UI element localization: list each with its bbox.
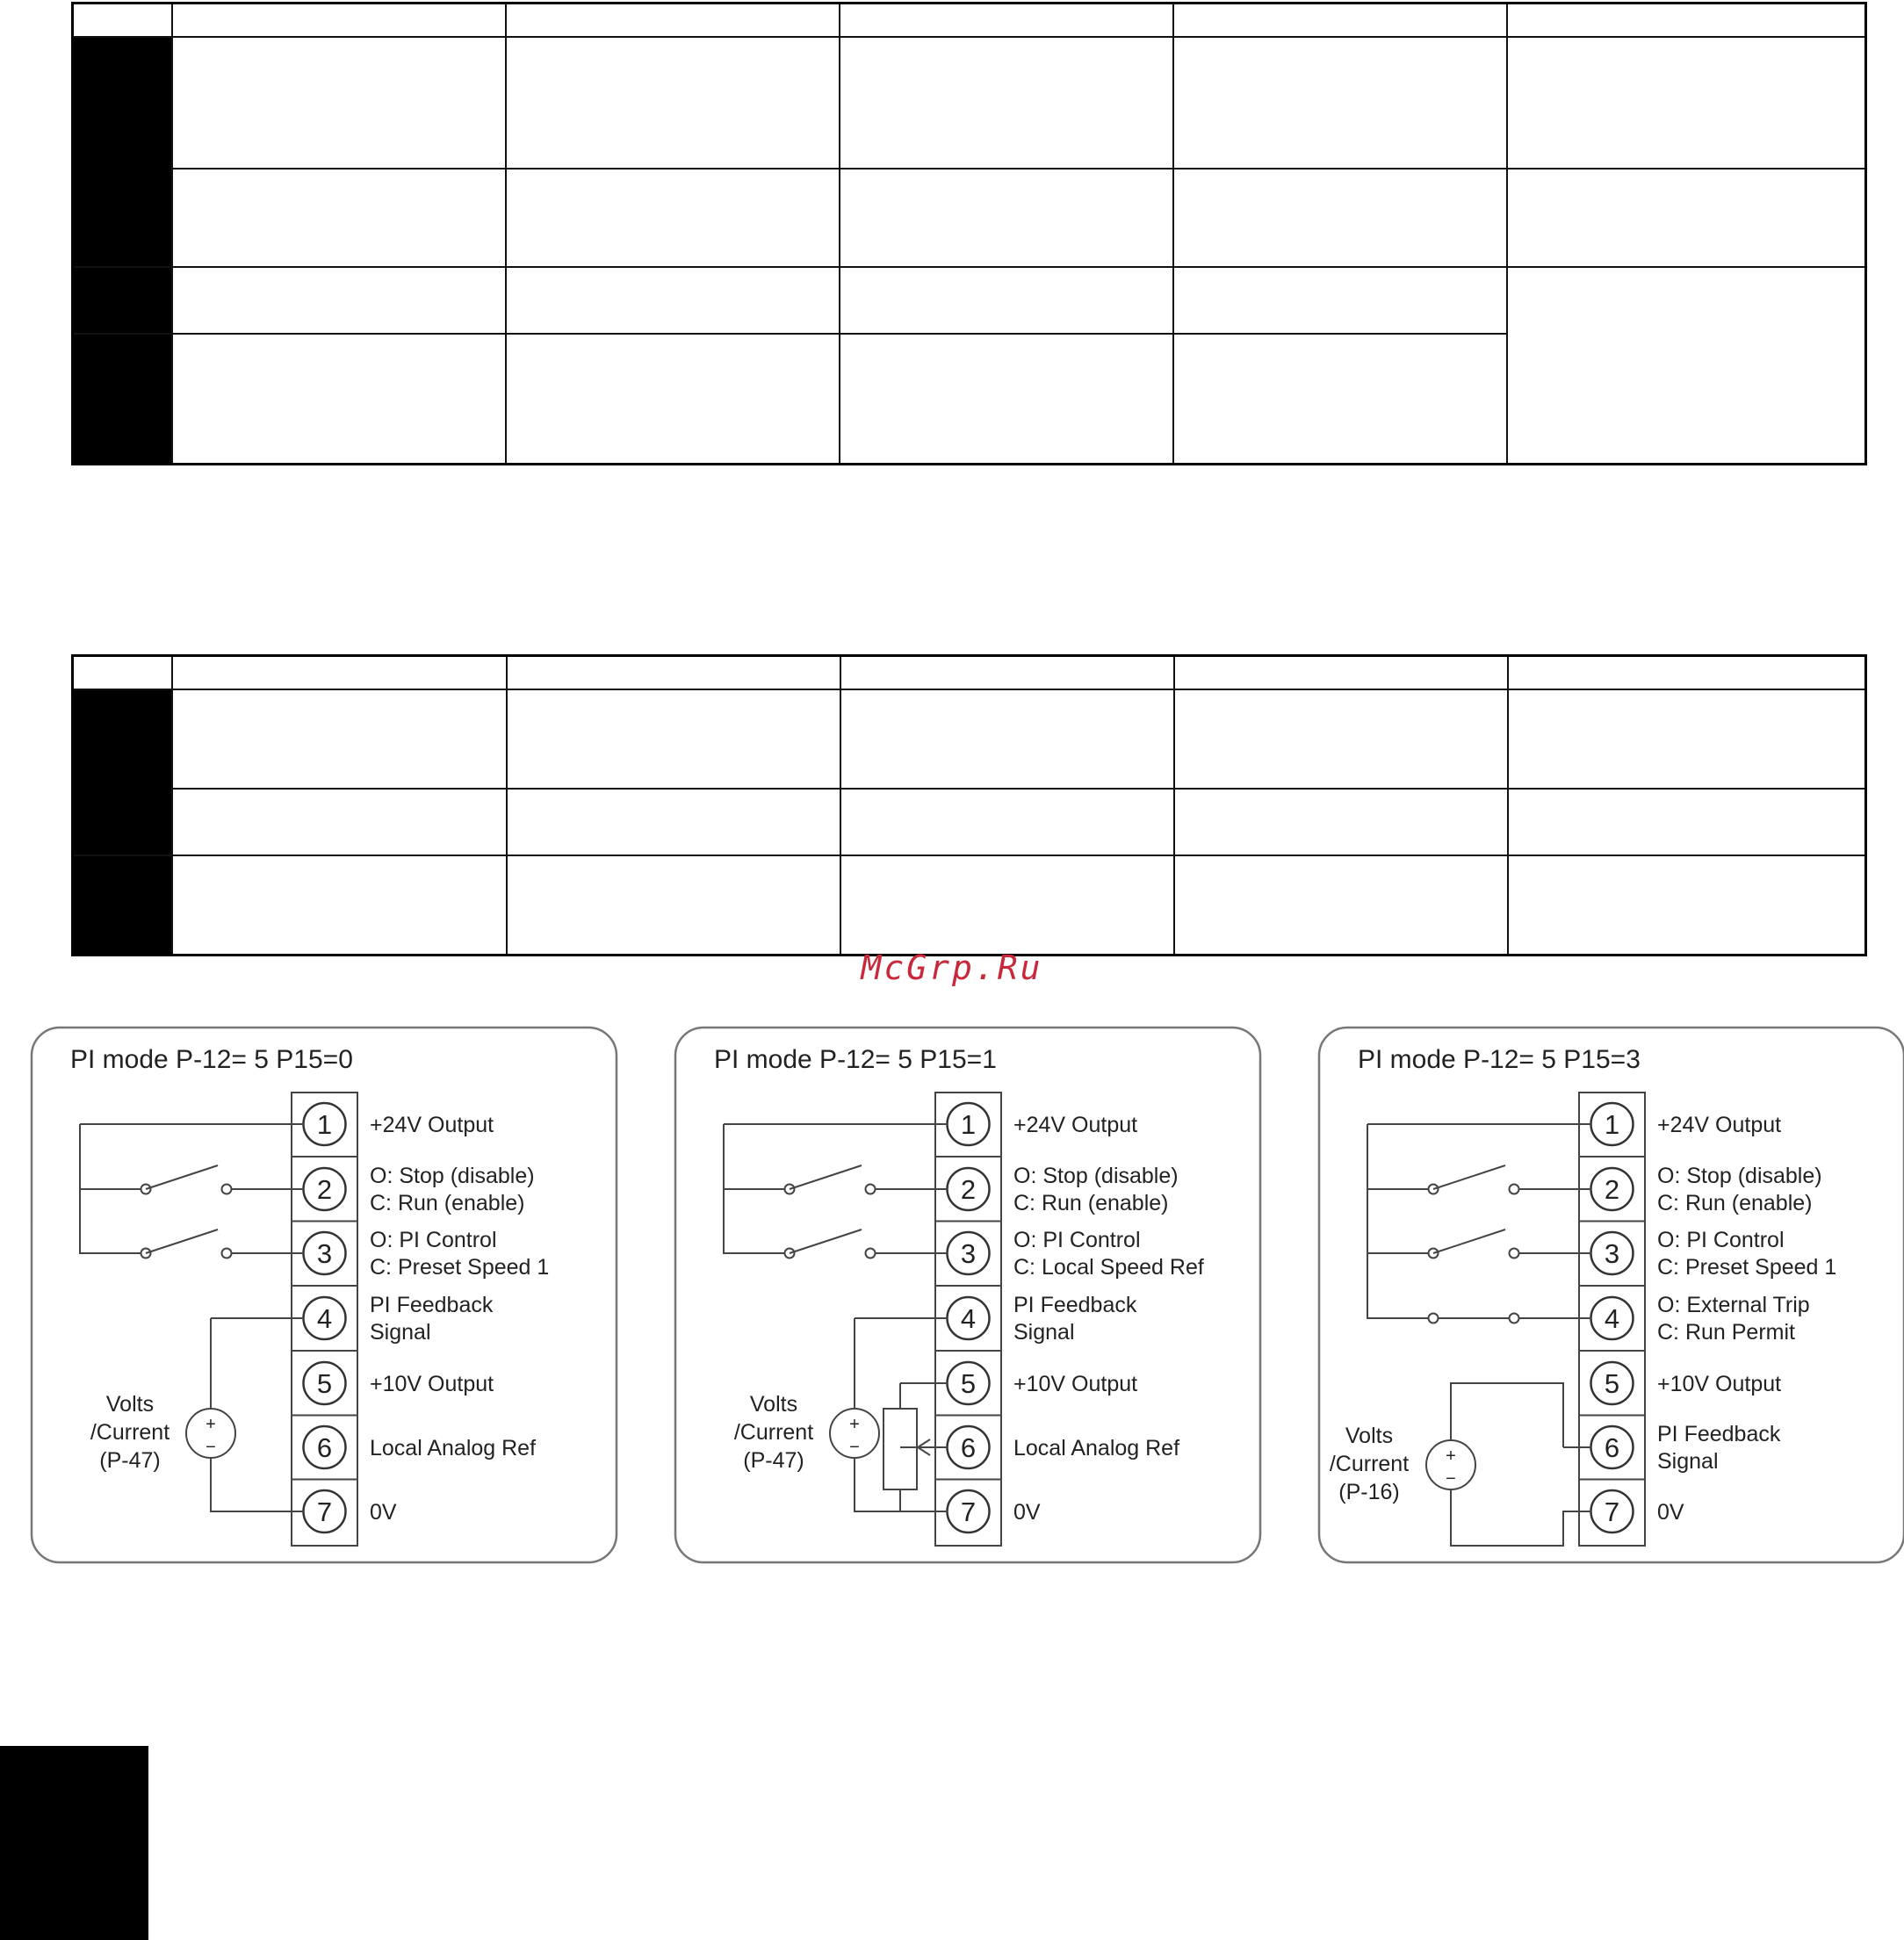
terminal-number: 4: [316, 1303, 333, 1334]
switch-contact: [866, 1249, 876, 1258]
terminal-label: Signal: [370, 1320, 431, 1345]
terminal-label: O: PI Control: [370, 1228, 497, 1252]
potentiometer-icon: [883, 1409, 917, 1489]
source-label: Volts: [749, 1392, 798, 1417]
terminal-label: Signal: [1013, 1320, 1075, 1345]
wiring-diagram-3: [1319, 1028, 1904, 1562]
terminal-number: 5: [316, 1368, 333, 1399]
source-label: Volts: [105, 1392, 155, 1417]
terminal-label: O: PI Control: [1657, 1228, 1785, 1252]
terminal-number: 3: [316, 1238, 333, 1269]
switch-contact: [866, 1185, 876, 1194]
source-plus-symbol: +: [1446, 1446, 1456, 1466]
terminal-label: +24V Output: [1013, 1113, 1138, 1137]
terminal-number: 2: [1604, 1174, 1620, 1205]
source-label: (P-16): [1338, 1480, 1400, 1504]
source-label: (P-47): [743, 1448, 804, 1473]
terminal-number: 6: [316, 1432, 333, 1463]
terminal-number: 1: [1604, 1109, 1620, 1140]
wiring-diagram-1: [32, 1028, 617, 1562]
diagram-title: PI mode P-12= 5 P15=3: [1358, 1045, 1641, 1074]
terminal-label: C: Run (enable): [1013, 1191, 1169, 1215]
terminal-label: Local Analog Ref: [370, 1436, 537, 1460]
source-label: (P-47): [99, 1448, 161, 1473]
terminal-label: Local Analog Ref: [1013, 1436, 1180, 1460]
terminal-label: C: Preset Speed 1: [1657, 1255, 1837, 1280]
source-label: /Current: [733, 1420, 814, 1445]
terminal-label: Signal: [1657, 1449, 1719, 1474]
terminal-number: 4: [960, 1303, 977, 1334]
terminal-label: 0V: [370, 1500, 397, 1525]
terminal-number: 7: [960, 1496, 977, 1527]
terminal-number: 6: [960, 1432, 977, 1463]
terminal-label: +10V Output: [370, 1372, 494, 1396]
source-plus-symbol: +: [849, 1415, 860, 1434]
source-minus-symbol: −: [1446, 1469, 1456, 1489]
source-label: Volts: [1345, 1424, 1394, 1448]
terminal-number: 3: [1604, 1238, 1620, 1269]
terminal-number: 1: [960, 1109, 977, 1140]
terminal-label: C: Run (enable): [370, 1191, 525, 1215]
terminal-number: 5: [960, 1368, 977, 1399]
source-plus-symbol: +: [206, 1415, 216, 1434]
switch-contact: [222, 1185, 232, 1194]
terminal-label: 0V: [1657, 1500, 1684, 1525]
diagram-title: PI mode P-12= 5 P15=0: [70, 1045, 353, 1074]
switch-contact: [1510, 1249, 1519, 1258]
terminal-label: 0V: [1013, 1500, 1041, 1525]
source-label: /Current: [90, 1420, 170, 1445]
terminal-number: 4: [1604, 1303, 1620, 1334]
page-tab-block: [0, 1746, 148, 1940]
terminal-label: C: Local Speed Ref: [1013, 1255, 1204, 1280]
terminal-number: 5: [1604, 1368, 1620, 1399]
source-label: /Current: [1329, 1452, 1410, 1476]
terminal-number: 3: [960, 1238, 977, 1269]
switch-contact: [222, 1249, 232, 1258]
switch-contact: [1429, 1314, 1439, 1323]
terminal-label: O: Stop (disable): [370, 1164, 535, 1188]
terminal-number: 6: [1604, 1432, 1620, 1463]
terminal-label: PI Feedback: [1657, 1422, 1781, 1446]
terminal-label: O: Stop (disable): [1657, 1164, 1822, 1188]
source-minus-symbol: −: [206, 1438, 216, 1457]
terminal-label: +24V Output: [370, 1113, 494, 1137]
terminal-label: O: PI Control: [1013, 1228, 1141, 1252]
terminal-label: +10V Output: [1013, 1372, 1138, 1396]
switch-contact: [1510, 1314, 1519, 1323]
terminal-label: C: Run (enable): [1657, 1191, 1813, 1215]
terminal-number: 2: [316, 1174, 333, 1205]
source-minus-symbol: −: [849, 1438, 860, 1457]
terminal-number: 7: [1604, 1496, 1620, 1527]
terminal-label: PI Feedback: [1013, 1293, 1137, 1317]
terminal-label: PI Feedback: [370, 1293, 494, 1317]
watermark: McGrp.Ru: [861, 948, 1043, 987]
diagram-title: PI mode P-12= 5 P15=1: [714, 1045, 997, 1074]
terminal-label: O: External Trip: [1657, 1293, 1810, 1317]
wiring-diagram-2: [675, 1028, 1260, 1562]
terminal-label: C: Preset Speed 1: [370, 1255, 550, 1280]
switch-contact: [1510, 1185, 1519, 1194]
terminal-number: 1: [316, 1109, 333, 1140]
terminal-label: +10V Output: [1657, 1372, 1782, 1396]
terminal-label: O: Stop (disable): [1013, 1164, 1179, 1188]
terminal-label: +24V Output: [1657, 1113, 1782, 1137]
terminal-number: 2: [960, 1174, 977, 1205]
terminal-number: 7: [316, 1496, 333, 1527]
terminal-label: C: Run Permit: [1657, 1320, 1795, 1345]
